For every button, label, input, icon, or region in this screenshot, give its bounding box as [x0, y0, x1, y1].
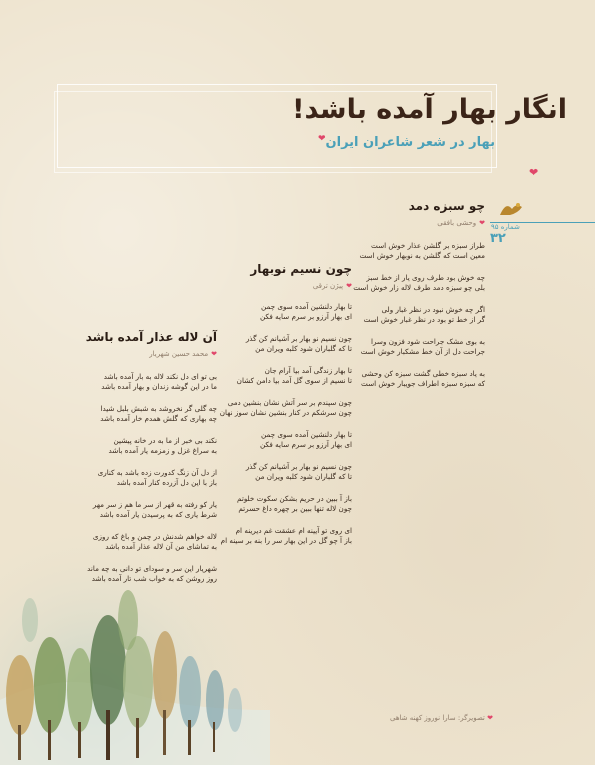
verse-line: باز آ ببین در حریم بشکن سکوت خلوتم — [237, 494, 352, 503]
verse-line: چون نسیم نو بهار بر آشیانم کن گذر — [245, 462, 352, 471]
heart-icon: ❤ — [479, 219, 485, 227]
verse-line: تا نسیم از سوی گل آمد بیا دامن کشان — [236, 376, 352, 385]
magazine-logo-icon — [498, 199, 524, 219]
verse-line: جراحت دل از آن خط مشکبار خوش است — [360, 347, 485, 356]
stanza — [86, 500, 217, 520]
verse-line: روز روشن که به خواب شب تار آمده باشد — [91, 574, 217, 583]
verse-line: ای روی تو آیینه ام عشقت غم دیرینه ام — [235, 526, 352, 535]
stanza — [86, 532, 217, 552]
page-title: انگار بهار آمده باشد! — [292, 94, 567, 125]
verse-line: تا بهار زندگی آمد بیا آرام جان — [264, 366, 352, 375]
stanza — [86, 564, 217, 584]
heart-icon: ❤ — [317, 134, 326, 144]
stanza — [220, 366, 352, 386]
verse-line: چون نسیم نو بهار بر آشیانم کن گذر — [245, 334, 352, 343]
stanza — [86, 372, 217, 392]
poem-title: چون نسیم نوبهار — [250, 262, 352, 276]
verse-line: از دل آن زنگ کدورت زده باشد به کناری — [97, 468, 217, 477]
stanza — [220, 526, 352, 546]
subtitle-text: بهار در شعر شاعران ایران — [325, 135, 495, 150]
stanza — [220, 462, 352, 482]
verse-line: چون سپندم بر سر آتش نشان بنشین دمی — [227, 398, 352, 407]
poem-column — [220, 262, 352, 546]
poem-column — [86, 330, 217, 584]
poet-name: ❤محمد حسین شهریار — [149, 350, 217, 358]
verse-line: بلی چو سبزه دمد طرف لاله زار خوش است — [353, 283, 485, 292]
heart-icon: ❤ — [346, 282, 352, 290]
verse-line: گر از خط تو بود در نظر غبار خوش است — [363, 315, 485, 324]
verse-line: نکند بی خبر از ما به در خانه پیشین — [113, 436, 217, 445]
verse-line: تا که گلباران شود کلبه ویران من — [255, 472, 352, 481]
stanza — [353, 273, 485, 293]
verse-line: چون لاله تنها ببین بر چهره داغ حسرتم — [238, 504, 352, 513]
verse-line: به یاد سبزه خطی گشت سبزه کن وحشی — [361, 369, 485, 378]
verse-line: اگر چه خوش نبود در نظر غبار ولی — [381, 305, 485, 314]
verse-line: تا بهار دلنشین آمده سوی چمن — [260, 430, 352, 439]
stanza — [220, 334, 352, 354]
verse-line: چه خوش بود طرف روی یار از خط سبز — [366, 273, 485, 282]
verse-line: یار کو رفته به قهر از سر ما هم ز سر مهر — [92, 500, 217, 509]
page-number: ۳۲ — [490, 231, 506, 246]
verse-line: باز با این دل آزرده کنار آمده باشد — [116, 478, 217, 487]
verse-line: چه گلی گر نخروشد به شبش بلبل شیدا — [100, 404, 217, 413]
stanza — [86, 404, 217, 424]
verse-line: معین است که گلشن به نوبهار خوش است — [359, 251, 485, 260]
poet-name: ❤پیژن ترقی — [312, 282, 352, 290]
verse-line: چه بهاری که گلش همدم خار آمده باشد — [100, 414, 217, 423]
stanza — [86, 468, 217, 488]
verse-line: ما در این گوشه زندان و بهار آمده باشد — [101, 382, 217, 391]
stanza — [353, 369, 485, 389]
verse-line: ای بهار آرزو بر سرم سایه فکن — [259, 312, 352, 321]
verse-line: شهریار این سر و سودای تو دانی به چه ماند — [87, 564, 217, 573]
stanza — [220, 494, 352, 514]
heart-icon: ❤ — [529, 166, 539, 179]
verse-line: که سبزه سبزه اطراف جویبار خوش است — [361, 379, 485, 388]
verse-line: تا که گلباران شود کلبه ویران من — [255, 344, 352, 353]
stanza — [353, 305, 485, 325]
verse-line: بی تو ای دل نکند لاله به بار آمده باشد — [103, 372, 217, 381]
verse-line: باز آ چو گل در این بهار سر را بنه بر سینه ام — [220, 536, 352, 545]
verse-line: طراز سبزه بر گلشن عذار خوش است — [371, 241, 485, 250]
issue-label: شماره ۹۵ — [491, 223, 520, 231]
poem-title: چو سبزه دمد — [408, 199, 485, 213]
stanza — [220, 398, 352, 418]
stanza — [353, 337, 485, 357]
stanza — [353, 241, 485, 261]
verse-line: به بوی مشک جراحت شود فزون وسرا — [370, 337, 485, 346]
page-subtitle — [317, 134, 495, 150]
verse-line: شرط یاری که به پرسیدن یار آمده باشد — [99, 510, 217, 519]
verse-line: چون سرشکم در کنار بنشین نشان سوز نهان — [219, 408, 352, 417]
verse-line: لاله خواهم شدنش در چمن و باغ که روزی — [92, 532, 217, 541]
poet-name: ❤وحشی بافقی — [437, 219, 485, 227]
stanza — [220, 430, 352, 450]
verse-line: ای بهار آرزو بر سرم سایه فکن — [259, 440, 352, 449]
verse-line: تا بهار دلنشین آمده سوی چمن — [260, 302, 352, 311]
heart-icon: ❤ — [487, 714, 493, 722]
stanza — [220, 302, 352, 322]
stanza — [86, 436, 217, 456]
verse-line: به تماشای من آن لاله عذار آمده باشد — [105, 542, 217, 551]
poem-column — [353, 199, 485, 389]
heart-icon: ❤ — [211, 350, 217, 358]
illustrator-credit: ❤ تصویرگر: سارا نوروز کهنه شاهی — [390, 714, 493, 722]
poem-title: آن لاله عذار آمده باشد — [85, 330, 217, 344]
verse-line: به سراغ غزل و زمزمه یار آمده باشد — [108, 446, 217, 455]
